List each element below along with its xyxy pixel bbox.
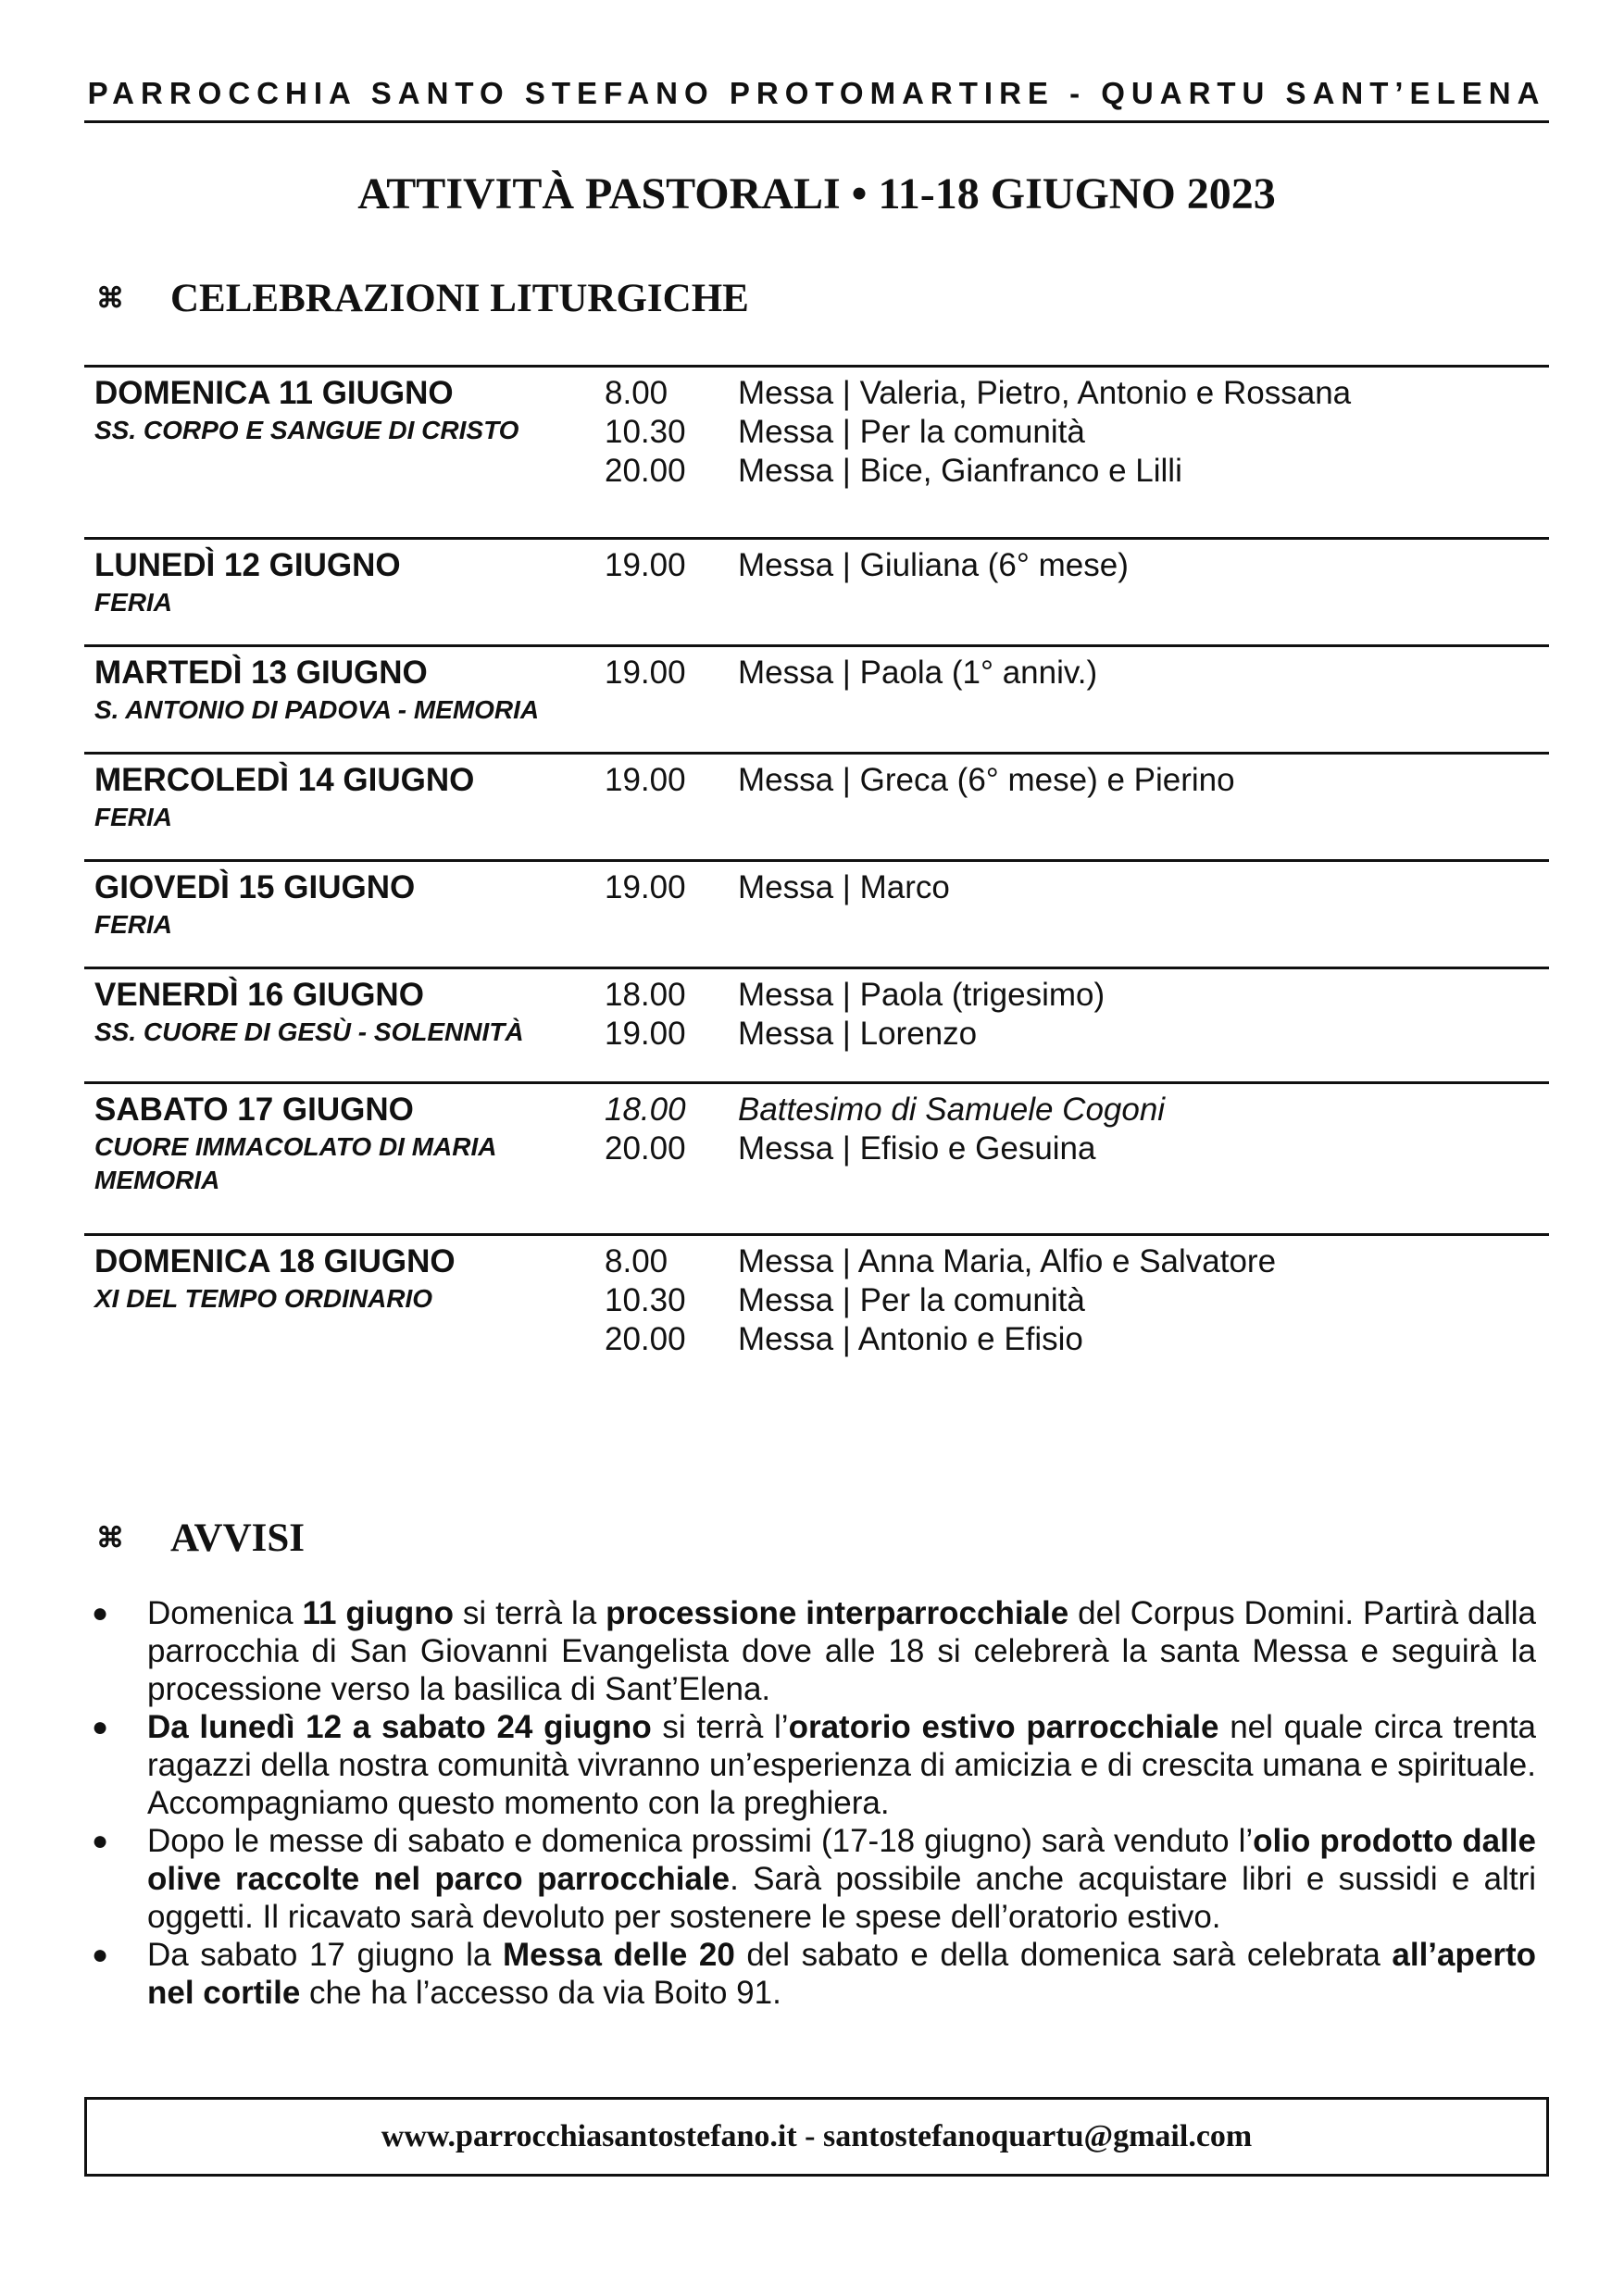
mass-entry [605,1243,1276,1282]
feast-label: XI DEL TEMPO ORDINARIO [94,1284,433,1313]
mass-entry [605,1016,1105,1054]
mass-entries [605,547,1129,586]
mass-time: 8.00 [605,1243,668,1279]
mass-entries [605,375,1351,492]
feast-label: CUORE IMMACOLATO DI MARIA MEMORIA [94,1132,496,1194]
schedule-row [84,1233,1549,1357]
mass-entry [605,375,1351,414]
mass-time: 19.00 [605,869,686,905]
mass-entry [605,1092,1165,1130]
day-label: SABATO 17 GIUGNO [94,1092,414,1128]
mass-time: 20.00 [605,1130,686,1167]
schedule-row [84,967,1549,1052]
section-title: CELEBRAZIONI LITURGICHE [170,277,749,320]
mass-time: 20.00 [605,1321,686,1357]
mass-intention: Messa | Valeria, Pietro, Antonio e Rossana [738,375,1352,411]
feast-label: S. ANTONIO DI PADOVA - MEMORIA [94,695,540,724]
notice-item [92,1936,1536,2012]
notice-emphasis: processione interparrocchiale [606,1595,1069,1631]
notice-text: Da sabato 17 giugno la [147,1937,503,1973]
mass-intention: Messa | Greca (6° mese) e Pierino [738,762,1235,798]
day-label: VENERDÌ 16 GIUGNO [94,977,424,1013]
mass-intention: Messa | Bice, Gianfranco e Lilli [738,453,1182,489]
notice-emphasis: olio prodotto dalle olive raccolte nel parco parrocchiale [147,1823,1536,1897]
mass-entries [605,1092,1165,1169]
day-label: DOMENICA 18 GIUGNO [94,1243,456,1279]
mass-entry [605,414,1351,453]
bullet-icon: ● [92,1940,109,1970]
notice-emphasis: 11 giugno [302,1595,455,1631]
notice-item [92,1822,1536,1936]
notice-text: nel quale circa trenta ragazzi della nostra comunità vivranno un’esperienza di amicizia e di crescita umana e spirituale. Accompagniamo questo momento con la preghiera. [147,1709,1537,1821]
parish-header: PARROCCHIA SANTO STEFANO PROTOMARTIRE - QUARTU SANT’ELENA [87,76,1546,110]
schedule-row [84,1081,1549,1194]
mass-intention: Messa | Paola (trigesimo) [738,977,1106,1013]
mass-entry [605,547,1129,586]
header-divider [84,120,1549,123]
day-label: MERCOLEDÌ 14 GIUGNO [94,762,475,798]
feast-label: FERIA [94,910,172,939]
mass-time: 8.00 [605,375,668,411]
mass-intention: Messa | Marco [738,869,950,905]
mass-entries [605,762,1235,801]
mass-time: 20.00 [605,453,686,489]
section-marker-icon: ⌘ [96,1523,124,1554]
notice-text: del Corpus Domini. Partirà dalla parrocchia di San Giovanni Evangelista dove alle 18 si celebrerà la santa Messa e seguirà la processione verso la basilica di Sant’Elena. [147,1595,1536,1707]
notice-text: . Sarà possibile anche acquistare libri e sussidi e altri oggetti. Il ricavato sarà devoluto per sostenere le spese dell’oratorio estivo. [147,1861,1536,1935]
mass-entry [605,869,950,908]
mass-time: 18.00 [605,1092,686,1128]
mass-entry [605,655,1097,693]
section-title: AVVISI [170,1516,305,1560]
mass-time: 10.30 [605,414,686,450]
schedule-row [84,859,1549,939]
notice-text: si terrà l’ [651,1709,789,1745]
notice-text: del sabato e della domenica sarà celebrata [734,1937,1393,1973]
day-label: GIOVEDÌ 15 GIUGNO [94,869,416,905]
day-label: DOMENICA 11 GIUGNO [94,375,454,411]
mass-intention: Messa | Per la comunità [738,1282,1085,1318]
mass-entry [605,762,1235,801]
notice-text: Domenica [147,1595,303,1631]
bullet-icon: ● [92,1712,109,1742]
notice-emphasis: all’aperto nel cortile [147,1937,1536,2011]
mass-intention: Messa | Antonio e Efisio [738,1321,1083,1357]
section-heading-notices [96,1516,305,1561]
page-title: ATTIVITÀ PASTORALI • 11-18 GIUGNO 2023 [357,169,1276,218]
section-marker-icon: ⌘ [96,283,124,314]
day-label: MARTEDÌ 13 GIUGNO [94,655,428,691]
mass-entry [605,453,1351,492]
feast-label: FERIA [94,588,172,617]
notice-text: Dopo le messe di sabato e domenica prossimi (17-18 giugno) sarà venduto l’ [147,1823,1254,1859]
mass-entries [605,869,950,908]
notice-emphasis: Da lunedì 12 a sabato 24 giugno [147,1709,652,1745]
mass-intention: Messa | Giuliana (6° mese) [738,547,1129,583]
mass-entry [605,1321,1276,1360]
notices-list [92,1594,1536,2012]
mass-entries [605,977,1105,1054]
notice-text: che ha l’accesso da via Boito 91. [300,1975,781,2011]
mass-intention: Messa | Efisio e Gesuina [738,1130,1096,1167]
mass-entry [605,1130,1165,1169]
day-label: LUNEDÌ 12 GIUGNO [94,547,401,583]
mass-intention: Messa | Paola (1° anniv.) [738,655,1098,691]
bullet-icon: ● [92,1826,109,1856]
mass-entry [605,977,1105,1016]
schedule-row [84,644,1549,724]
bullet-icon: ● [92,1598,109,1628]
notice-emphasis: Messa delle 20 [502,1937,735,1973]
schedule-row [84,365,1549,489]
mass-time: 18.00 [605,977,686,1013]
footer-contacts: www.parrocchiasantostefano.it - santostefanoquartu@gmail.com [84,2097,1549,2177]
mass-entries [605,655,1097,693]
schedule-row [84,752,1549,831]
feast-label: SS. CORPO E SANGUE DI CRISTO [94,416,519,444]
feast-label: FERIA [94,803,172,831]
mass-intention: Messa | Per la comunità [738,414,1085,450]
notice-item [92,1594,1536,1708]
mass-time: 19.00 [605,762,686,798]
mass-time: 19.00 [605,1016,686,1052]
section-heading-liturgy [96,276,749,321]
notice-text: si terrà la [454,1595,606,1631]
mass-time: 19.00 [605,655,686,691]
mass-time: 19.00 [605,547,686,583]
notice-emphasis: oratorio estivo parrocchiale [788,1709,1219,1745]
feast-label: SS. CUORE DI GESÙ - SOLENNITÀ [94,1017,524,1046]
mass-time: 10.30 [605,1282,686,1318]
mass-intention: Messa | Anna Maria, Alfio e Salvatore [738,1243,1277,1279]
mass-intention: Messa | Lorenzo [738,1016,978,1052]
notice-item [92,1708,1536,1822]
schedule-row [84,537,1549,617]
mass-entry [605,1282,1276,1321]
mass-intention: Battesimo di Samuele Cogoni [738,1092,1166,1128]
mass-entries [605,1243,1276,1360]
